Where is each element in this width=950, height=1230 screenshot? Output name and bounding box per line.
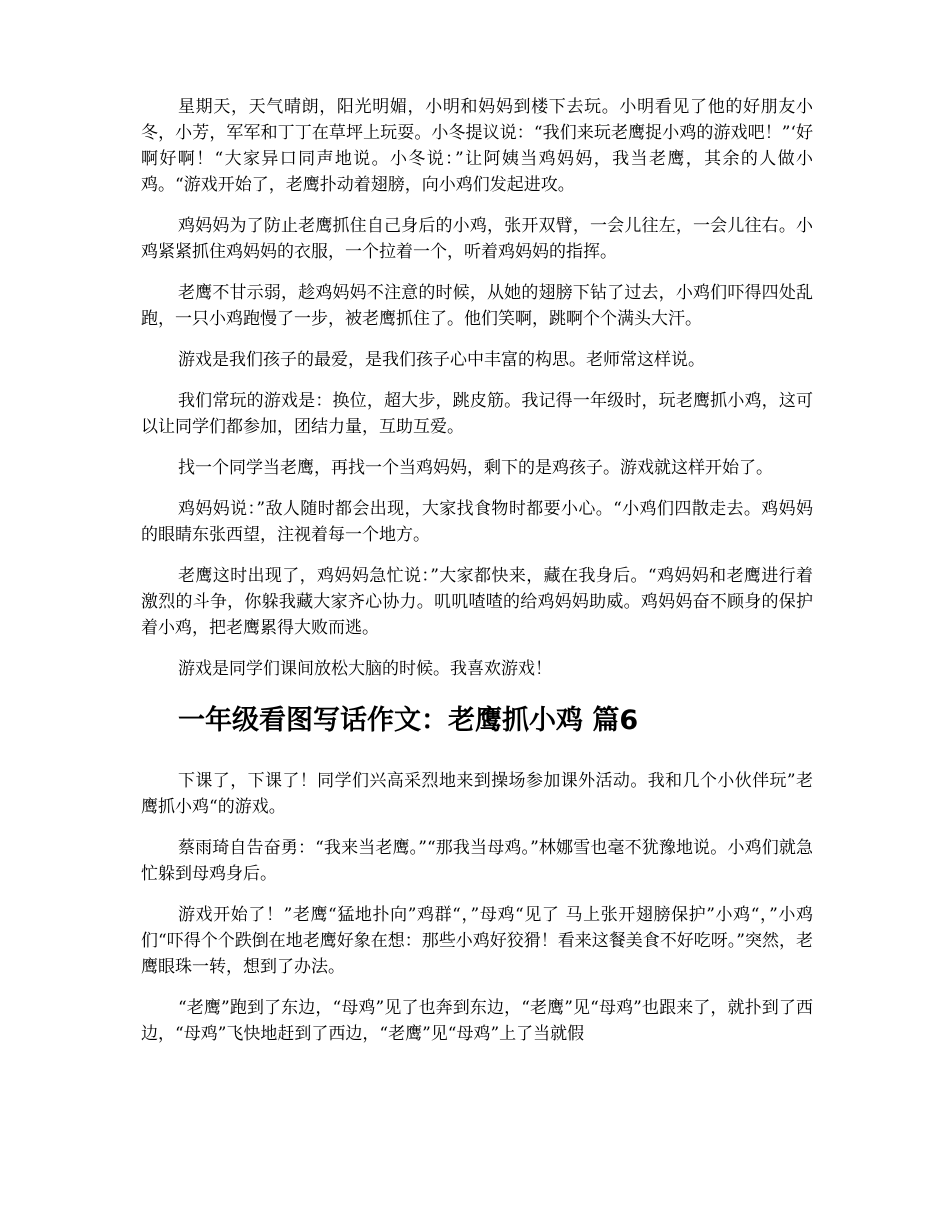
paragraph: 鸡妈妈说：”敌人随时都会出现，大家找食物时都要小心。“小鸡们四散走去。鸡妈妈的眼睛东张西望，注视着每一个地方。 xyxy=(141,499,813,545)
paragraph: 老鹰不甘示弱，趁鸡妈妈不注意的时候，从她的翅膀下钻了过去，小鸡们吓得四处乱跑，一只小鸡跑慢了一步，被老鹰抓住了。他们笑啊，跳啊个个满头大汗。 xyxy=(141,283,813,329)
paragraph: 游戏开始了！”老鹰“猛地扑向”鸡群“，”母鸡“见了 马上张开翅膀保护”小鸡“，”小鸡们“吓得个个跌倒在地老鹰好象在想：那些小鸡好狡猾！看来这餐美食不好吃呀。”突然，老鹰眼珠一转，想到了办法。 xyxy=(141,905,813,977)
paragraph: 星期天，天气晴朗，阳光明媚，小明和妈妈到楼下去玩。小明看见了他的好朋友小冬，小芳，军军和丁丁在草坪上玩耍。小冬提议说：“我们来玩老鹰捉小鸡的游戏吧！”‘好啊好啊！“大家异口同声地说。小冬说：”让阿姨当鸡妈妈，我当老鹰，其余的人做小鸡。“游戏开始了，老鹰扑动着翅膀，向小鸡们发起进攻。 xyxy=(141,97,813,195)
paragraph: 下课了，下课了！同学们兴高采烈地来到操场参加课外活动。我和几个小伙伴玩”老鹰抓小鸡“的游戏。 xyxy=(141,771,813,817)
paragraph: 找一个同学当老鹰，再找一个当鸡妈妈，剩下的是鸡孩子。游戏就这样开始了。 xyxy=(178,458,773,478)
section-heading: 一年级看图写话作文：老鹰抓小鸡 篇6 xyxy=(178,705,639,736)
paragraph: 鸡妈妈为了防止老鹰抓住自己身后的小鸡，张开双臂，一会儿往左，一会儿往右。小鸡紧紧抓住鸡妈妈的衣服，一个拉着一个，听着鸡妈妈的指挥。 xyxy=(141,216,813,262)
paragraph: 蔡雨琦自告奋勇：“我来当老鹰。”“那我当母鸡。”林娜雪也毫不犹豫地说。小鸡们就急忙躲到母鸡身后。 xyxy=(141,838,813,884)
paragraph: “老鹰”跑到了东边，“母鸡”见了也奔到东边，“老鹰”见“母鸡”也跟来了，就扑到了西边，“母鸡”飞快地赶到了西边，“老鹰”见“母鸡”上了当就假 xyxy=(141,998,813,1044)
paragraph: 老鹰这时出现了，鸡妈妈急忙说：”大家都快来，藏在我身后。“鸡妈妈和老鹰进行着激烈的斗争，你躲我藏大家齐心协力。叽叽喳喳的给鸡妈妈助威。鸡妈妈奋不顾身的保护着小鸡，把老鹰累得大败而逃。 xyxy=(141,566,813,638)
paragraph: 我们常玩的游戏是：换位，超大步，跳皮筋。我记得一年级时，玩老鹰抓小鸡，这可以让同学们都参加，团结力量，互助互爱。 xyxy=(141,391,813,437)
document-page xyxy=(141,94,813,1062)
paragraph: 游戏是同学们课间放松大脑的时候。我喜欢游戏！ xyxy=(178,659,552,679)
paragraph: 游戏是我们孩子的最爱，是我们孩子心中丰富的构思。老师常这样说。 xyxy=(178,350,705,370)
